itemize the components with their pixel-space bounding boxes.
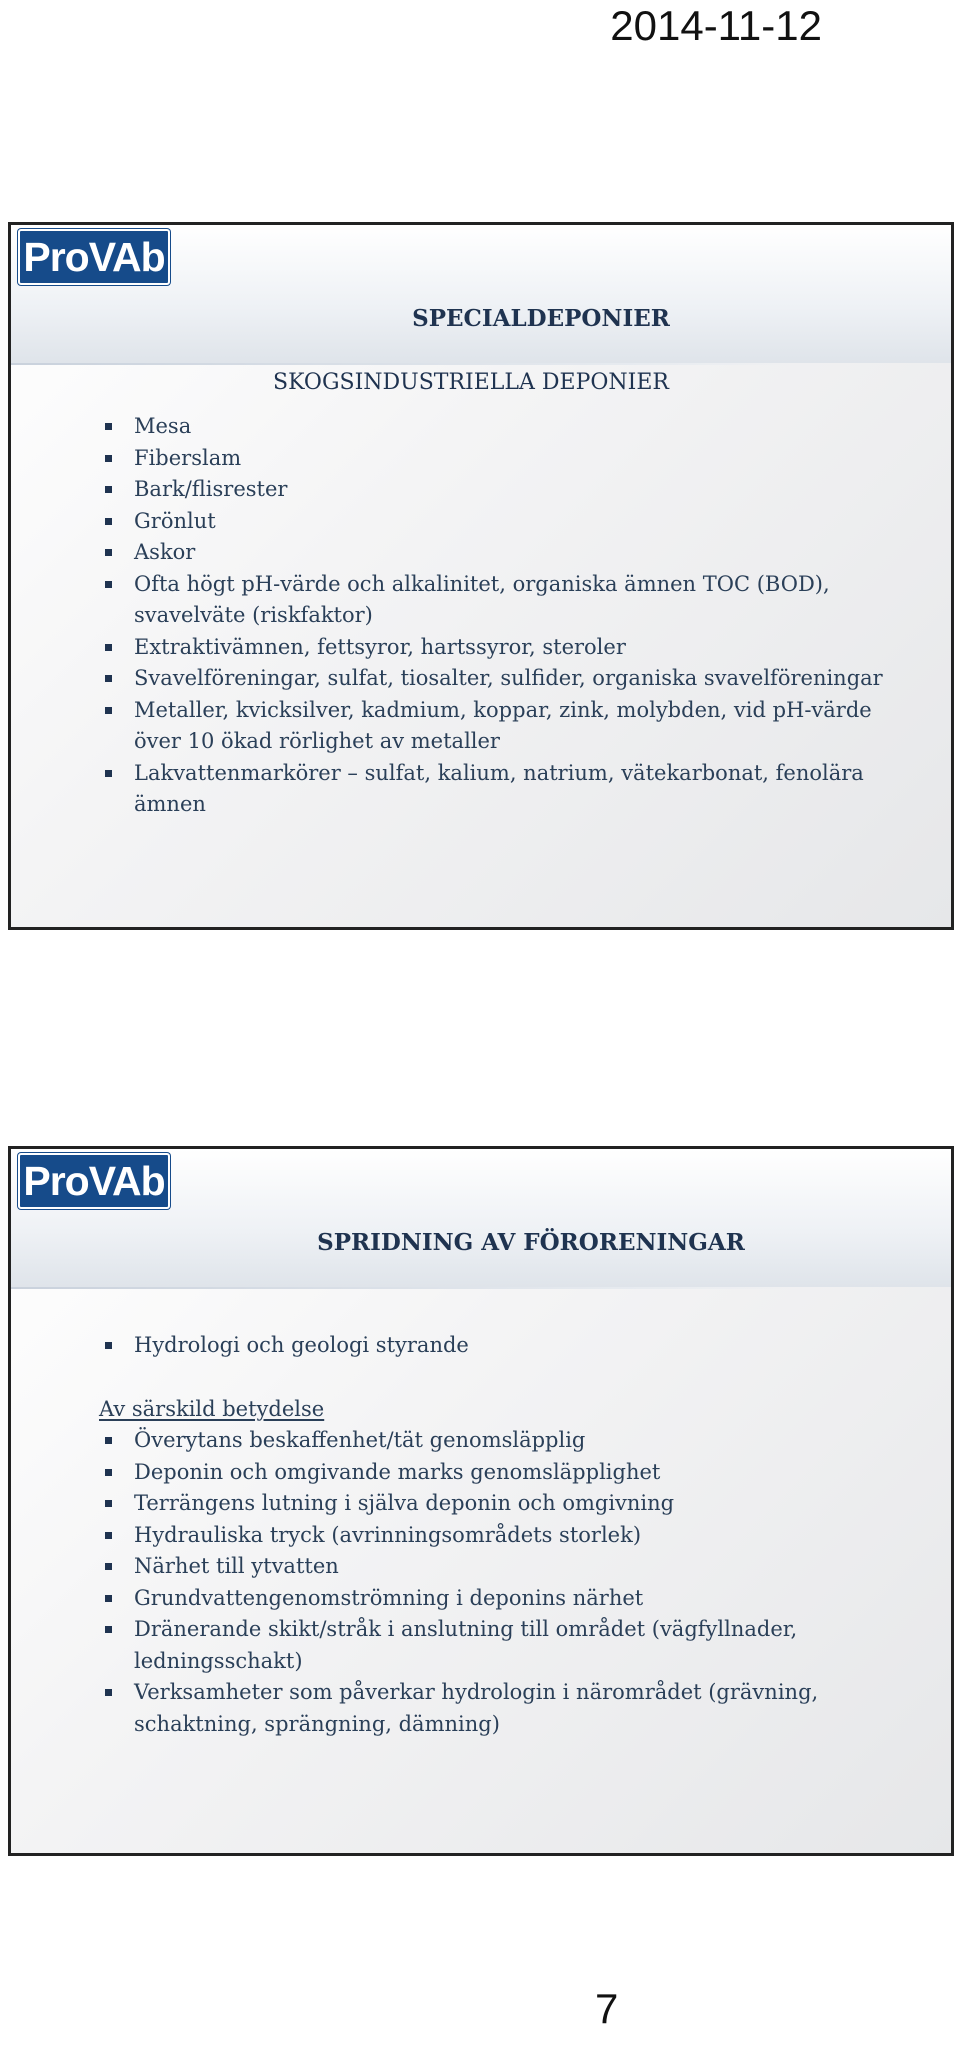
list-item: Ofta högt pH-värde och alkalinitet, organiska ämnen TOC (BOD), svavelväte (riskfaktor) [99, 569, 919, 632]
list-item: Hydrauliska tryck (avrinningsområdets storlek) [99, 1520, 919, 1552]
page-number: 7 [595, 1985, 619, 2032]
list-item: Dränerande skikt/stråk i anslutning till området (vägfyllnader, ledningsschakt) [99, 1614, 919, 1677]
bullet-list [99, 411, 919, 821]
list-item: Lakvattenmarkörer – sulfat, kalium, natrium, vätekarbonat, fenolära ämnen [99, 758, 919, 821]
list-item: Deponin och omgivande marks genomsläpplighet [99, 1457, 919, 1489]
list-item: Verksamheter som påverkar hydrologin i närområdet (grävning, schaktning, sprängning, dämning) [99, 1677, 919, 1740]
slide-spridning [8, 1146, 954, 1856]
list-item: Askor [99, 537, 919, 569]
section-heading: Av särskild betydelse [99, 1397, 325, 1421]
list-item: Extraktivämnen, fettsyror, hartssyror, steroler [99, 632, 919, 664]
bullet-list [99, 1425, 919, 1740]
header-divider [11, 363, 801, 365]
list-item: Fiberslam [99, 443, 919, 475]
list-item: Grönlut [99, 506, 919, 538]
slide-specialdeponier [8, 222, 954, 930]
provab-logo: ProVAb [18, 1153, 170, 1209]
list-item: Svavelföreningar, sulfat, tiosalter, sulfider, organiska svavelföreningar [99, 663, 919, 695]
slide-subtitle: SKOGSINDUSTRIELLA DEPONIER [273, 370, 669, 395]
slide-title: SPRIDNING AV FÖRORENINGAR [317, 1229, 745, 1256]
list-item: Hydrologi och geologi styrande [99, 1330, 919, 1362]
list-item: Metaller, kvicksilver, kadmium, koppar, zink, molybden, vid pH-värde över 10 ökad rörlighet av metaller [99, 695, 919, 758]
list-item: Närhet till ytvatten [99, 1551, 919, 1583]
list-item: Grundvattengenomströmning i deponins närhet [99, 1583, 919, 1615]
list-item: Terrängens lutning i själva deponin och omgivning [99, 1488, 919, 1520]
list-item: Överytans beskaffenhet/tät genomsläpplig [99, 1425, 919, 1457]
list-item: Bark/flisrester [99, 474, 919, 506]
header-divider [11, 1287, 801, 1289]
list-item: Mesa [99, 411, 919, 443]
intro-bullet-list [99, 1330, 919, 1362]
page-date: 2014-11-12 [610, 2, 822, 49]
slide-title: SPECIALDEPONIER [412, 305, 670, 332]
provab-logo: ProVAb [18, 229, 170, 285]
